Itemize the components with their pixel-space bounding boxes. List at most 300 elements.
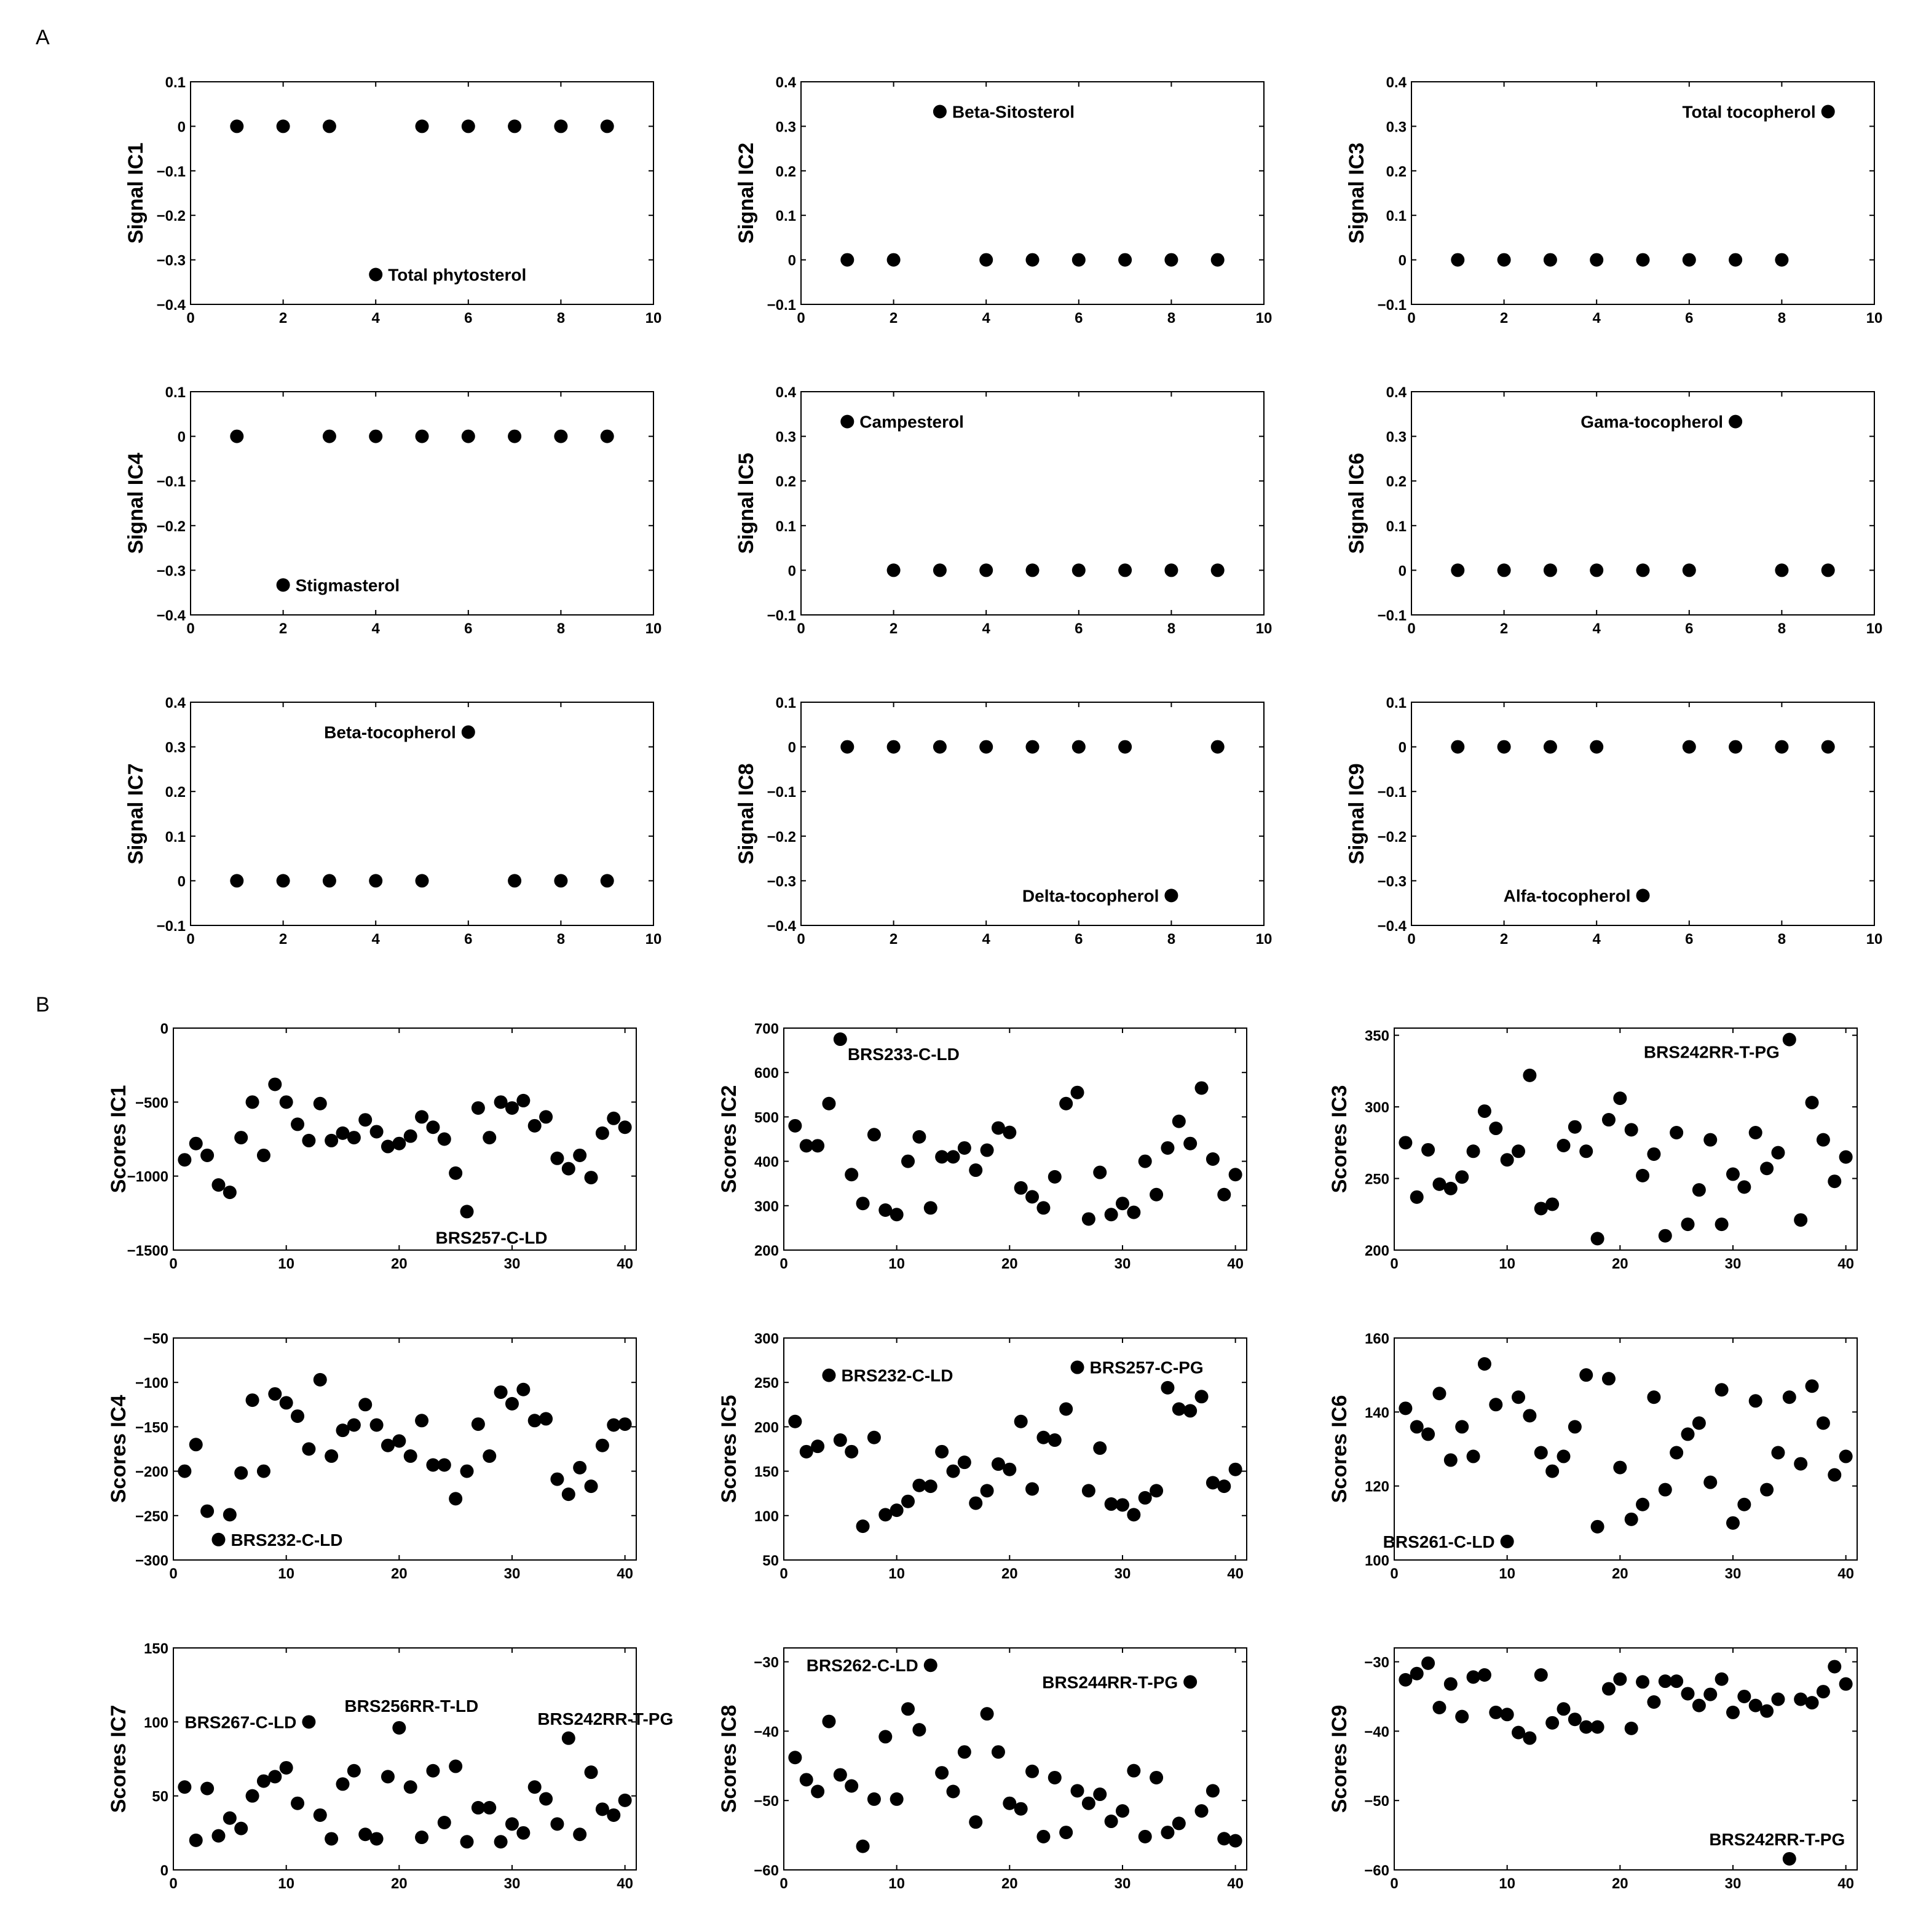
data-point: [933, 563, 947, 577]
data-point: [1557, 1139, 1570, 1152]
data-point: [1683, 740, 1696, 754]
y-tick-label: −0.2: [1377, 828, 1407, 845]
data-point: [1467, 1670, 1480, 1684]
y-tick-label: 140: [1364, 1404, 1389, 1422]
data-point: [277, 874, 290, 887]
y-tick-label: 0.4: [165, 695, 186, 711]
x-tick-label: 0: [797, 620, 805, 637]
data-point: [280, 1761, 293, 1775]
x-tick-label: 6: [1685, 931, 1694, 948]
data-point: [1806, 1379, 1819, 1393]
y-tick-label: 0.2: [775, 473, 796, 491]
x-tick-label: 10: [278, 1566, 295, 1582]
data-point: [1399, 1401, 1412, 1415]
data-point: [867, 1128, 881, 1141]
data-point: [302, 1134, 315, 1147]
x-tick-label: 10: [888, 1566, 906, 1582]
data-point: [1613, 1461, 1627, 1475]
data-point: [1726, 1516, 1740, 1530]
data-point: [890, 1208, 904, 1221]
data-point: [1579, 1368, 1593, 1382]
data-point: [200, 1149, 214, 1162]
data-point: [230, 430, 243, 443]
data-point: [1512, 1144, 1525, 1158]
data-point: [924, 1658, 937, 1672]
data-point: [416, 430, 429, 443]
panel-a3: [1345, 74, 1882, 327]
section-label-b: B: [36, 993, 50, 1016]
data-point: [1183, 1137, 1197, 1150]
y-axis-label: Signal IC3: [1345, 142, 1368, 244]
x-tick-label: 4: [982, 620, 990, 637]
y-tick-label: 0.1: [775, 208, 796, 225]
data-point: [1670, 1674, 1683, 1688]
y-tick-label: 160: [1364, 1331, 1389, 1347]
data-point: [268, 1387, 282, 1401]
data-point: [200, 1505, 214, 1518]
data-point: [1048, 1433, 1062, 1447]
data-point: [1444, 1454, 1458, 1467]
x-tick-label: 4: [371, 620, 380, 637]
y-tick-label: 0.3: [775, 119, 796, 136]
panel-b4: [107, 1331, 636, 1582]
data-point: [462, 726, 475, 739]
y-tick-label: 50: [762, 1553, 779, 1569]
x-tick-label: 30: [503, 1256, 521, 1272]
data-point: [1195, 1390, 1209, 1403]
data-point: [1501, 1153, 1514, 1166]
data-point: [528, 1780, 542, 1794]
x-tick-label: 10: [1866, 310, 1883, 327]
data-point: [1775, 253, 1788, 267]
x-tick-label: 2: [889, 310, 898, 327]
x-tick-label: 20: [1611, 1566, 1628, 1582]
data-point: [1579, 1144, 1593, 1158]
data-point: [1681, 1687, 1695, 1700]
point-annotation: BRS257-C-PG: [1089, 1358, 1204, 1377]
y-tick-label: 200: [754, 1419, 779, 1436]
y-tick-label: 300: [754, 1331, 779, 1347]
point-annotation: BRS232-C-LD: [231, 1530, 343, 1550]
point-annotation: BRS242RR-T-PG: [1643, 1042, 1780, 1062]
x-tick-label: 10: [278, 1256, 295, 1272]
data-point: [1451, 253, 1464, 267]
data-point: [1591, 1520, 1604, 1534]
data-point: [347, 1131, 361, 1144]
data-point: [1059, 1826, 1073, 1839]
y-tick-label: −50: [143, 1331, 168, 1347]
data-point: [483, 1449, 496, 1463]
data-point: [358, 1113, 372, 1126]
data-point: [1590, 563, 1603, 577]
data-point: [1399, 1136, 1412, 1149]
x-tick-label: 10: [888, 1256, 906, 1272]
y-tick-label: 0: [1398, 252, 1407, 269]
x-tick-label: 20: [1611, 1256, 1628, 1272]
data-point: [347, 1419, 361, 1432]
y-tick-label: −0.1: [767, 297, 796, 314]
data-point: [1703, 1476, 1717, 1489]
data-point: [1715, 1383, 1729, 1396]
data-point: [1183, 1404, 1197, 1417]
data-point: [539, 1412, 553, 1425]
data-point: [1150, 1771, 1163, 1784]
data-point: [1036, 1201, 1050, 1214]
data-point: [508, 874, 521, 887]
point-annotation: BRS233-C-LD: [847, 1045, 960, 1064]
data-point: [1093, 1166, 1107, 1179]
data-point: [404, 1780, 417, 1794]
y-axis-label: Scores IC7: [107, 1704, 130, 1813]
x-tick-label: 2: [1499, 310, 1509, 327]
data-point: [358, 1398, 372, 1411]
data-point: [1025, 1190, 1039, 1203]
data-point: [280, 1396, 293, 1409]
data-point: [1195, 1804, 1209, 1818]
x-tick-label: 2: [889, 931, 898, 948]
data-point: [462, 119, 475, 133]
y-tick-label: 50: [152, 1788, 168, 1805]
data-point: [1568, 1420, 1582, 1433]
data-point: [1591, 1232, 1604, 1245]
data-point: [887, 740, 901, 754]
data-point: [1737, 1498, 1751, 1511]
y-tick-label: −0.3: [767, 873, 796, 890]
data-point: [946, 1465, 960, 1478]
data-point: [924, 1201, 937, 1214]
y-tick-label: 0: [787, 563, 796, 580]
data-point: [840, 253, 854, 267]
data-point: [1828, 1660, 1841, 1673]
data-point: [505, 1397, 519, 1411]
y-tick-label: 0.1: [1386, 695, 1407, 711]
data-point: [370, 1419, 384, 1432]
y-tick-label: 0: [1398, 563, 1407, 580]
data-point: [607, 1112, 620, 1125]
x-tick-label: 4: [982, 310, 990, 327]
point-annotation: Delta-tocopherol: [1022, 886, 1159, 906]
data-point: [1703, 1688, 1717, 1701]
data-point: [935, 1445, 949, 1459]
y-tick-label: −500: [135, 1095, 168, 1112]
data-point: [200, 1782, 214, 1795]
y-axis-label: Signal IC8: [735, 763, 758, 865]
data-point: [1059, 1097, 1073, 1111]
data-point: [302, 1715, 315, 1728]
x-tick-label: 30: [1724, 1256, 1742, 1272]
data-point: [1455, 1420, 1469, 1433]
panel-a8: [735, 695, 1272, 948]
data-point: [1139, 1830, 1152, 1843]
data-point: [607, 1808, 620, 1822]
y-tick-label: 0: [160, 1021, 168, 1037]
data-point: [969, 1163, 982, 1177]
data-point: [1534, 1446, 1548, 1460]
data-point: [211, 1178, 225, 1192]
x-tick-label: 6: [1075, 620, 1083, 637]
data-point: [1636, 253, 1650, 267]
x-tick-label: 10: [1255, 310, 1273, 327]
data-point: [1478, 1668, 1491, 1682]
data-point: [280, 1095, 293, 1109]
y-axis-label: Scores IC9: [1328, 1704, 1351, 1813]
data-point: [1150, 1484, 1163, 1497]
data-point: [834, 1032, 847, 1046]
x-tick-label: 4: [371, 310, 380, 327]
x-tick-label: 8: [1777, 310, 1786, 327]
x-tick-label: 8: [1167, 931, 1176, 948]
data-point: [1105, 1208, 1118, 1221]
data-point: [585, 1171, 598, 1184]
plot-frame: [1394, 1028, 1857, 1250]
x-tick-label: 6: [464, 620, 473, 637]
data-point: [1683, 253, 1696, 267]
data-point: [1172, 1115, 1186, 1128]
data-point: [1116, 1804, 1129, 1818]
data-point: [562, 1732, 575, 1745]
data-point: [1783, 1852, 1796, 1866]
data-point: [901, 1702, 915, 1716]
data-point: [1451, 740, 1464, 754]
data-point: [618, 1120, 632, 1134]
data-point: [234, 1822, 248, 1835]
data-point: [1821, 740, 1835, 754]
x-tick-label: 8: [1167, 620, 1176, 637]
data-point: [1217, 1188, 1231, 1202]
data-point: [1523, 1732, 1536, 1745]
data-point: [946, 1785, 960, 1799]
y-tick-label: −0.1: [767, 608, 796, 624]
point-annotation: Beta-tocopherol: [324, 723, 456, 742]
data-point: [1737, 1181, 1751, 1194]
data-point: [1026, 740, 1040, 754]
data-point: [788, 1415, 802, 1428]
data-point: [1118, 740, 1132, 754]
y-tick-label: −50: [1364, 1793, 1389, 1810]
y-tick-label: −0.2: [156, 208, 186, 225]
x-tick-label: 0: [797, 931, 805, 948]
x-tick-label: 0: [1390, 1256, 1399, 1272]
data-point: [392, 1721, 406, 1735]
x-tick-label: 10: [1499, 1566, 1516, 1582]
data-point: [550, 1817, 564, 1831]
data-point: [1164, 253, 1178, 267]
data-point: [867, 1431, 881, 1444]
x-tick-label: 40: [617, 1256, 633, 1272]
data-point: [1591, 1720, 1604, 1734]
point-annotation: BRS257-C-LD: [435, 1228, 548, 1248]
data-point: [1647, 1390, 1660, 1404]
x-tick-label: 40: [1837, 1256, 1854, 1272]
x-tick-label: 10: [1866, 931, 1883, 948]
data-point: [1625, 1123, 1638, 1136]
data-point: [438, 1816, 451, 1829]
plot-frame: [191, 392, 653, 615]
data-point: [505, 1101, 519, 1115]
data-point: [992, 1745, 1005, 1759]
data-point: [1082, 1484, 1095, 1497]
data-point: [1410, 1667, 1424, 1681]
x-tick-label: 0: [169, 1875, 178, 1892]
y-tick-label: 0.4: [775, 74, 796, 91]
panel-b7: [107, 1641, 673, 1892]
data-point: [912, 1723, 926, 1736]
data-point: [1072, 563, 1086, 577]
data-point: [1681, 1427, 1695, 1441]
data-point: [1164, 563, 1178, 577]
data-point: [1026, 563, 1040, 577]
y-tick-label: 0: [177, 873, 186, 890]
x-tick-label: 10: [1499, 1875, 1516, 1892]
y-tick-label: 0.1: [1386, 518, 1407, 535]
data-point: [314, 1808, 327, 1822]
data-point: [867, 1792, 881, 1806]
data-point: [822, 1369, 835, 1382]
data-point: [573, 1827, 586, 1841]
data-point: [834, 1768, 847, 1781]
x-tick-label: 10: [1255, 620, 1273, 637]
data-point: [1161, 1381, 1174, 1395]
data-point: [958, 1745, 971, 1759]
y-tick-label: −0.2: [767, 828, 796, 845]
data-point: [1544, 740, 1557, 754]
data-point: [1636, 1498, 1649, 1511]
data-point: [935, 1766, 949, 1780]
data-point: [788, 1751, 802, 1764]
data-point: [230, 119, 243, 133]
data-point: [1839, 1450, 1853, 1463]
data-point: [1036, 1830, 1050, 1843]
data-point: [822, 1715, 835, 1728]
data-point: [426, 1764, 440, 1778]
point-annotation: BRS261-C-LD: [1383, 1532, 1495, 1551]
data-point: [1498, 740, 1511, 754]
x-tick-label: 40: [1227, 1256, 1244, 1272]
data-point: [1613, 1091, 1627, 1105]
data-point: [1432, 1387, 1446, 1400]
data-point: [1729, 740, 1742, 754]
x-tick-label: 10: [278, 1875, 295, 1892]
data-point: [1116, 1498, 1129, 1511]
y-tick-label: 0.3: [1386, 429, 1407, 446]
y-tick-label: 0.2: [165, 784, 186, 801]
data-point: [291, 1797, 304, 1810]
data-point: [933, 105, 947, 119]
data-point: [1082, 1212, 1095, 1225]
data-point: [1127, 1764, 1140, 1778]
data-point: [1014, 1415, 1028, 1428]
x-tick-label: 2: [278, 931, 288, 948]
data-point: [1105, 1815, 1118, 1828]
y-axis-label: Signal IC4: [124, 453, 148, 554]
data-point: [1071, 1784, 1084, 1797]
y-tick-label: 400: [754, 1154, 779, 1171]
data-point: [901, 1155, 915, 1168]
x-tick-label: 10: [645, 931, 662, 948]
data-point: [890, 1503, 904, 1517]
x-tick-label: 30: [1114, 1875, 1131, 1892]
data-point: [1512, 1390, 1525, 1404]
point-annotation: BRS267-C-LD: [184, 1712, 297, 1732]
data-point: [601, 119, 614, 133]
data-point: [933, 740, 947, 754]
y-tick-label: 0.2: [1386, 163, 1407, 180]
data-point: [1821, 105, 1835, 119]
data-point: [1692, 1416, 1706, 1430]
data-point: [1602, 1682, 1616, 1696]
y-tick-label: 0.1: [775, 695, 796, 711]
panel-b8: [717, 1648, 1247, 1892]
y-tick-label: 100: [1364, 1553, 1389, 1569]
data-point: [1715, 1673, 1729, 1686]
data-point: [554, 874, 567, 887]
data-point: [1659, 1483, 1672, 1497]
data-point: [325, 1449, 338, 1463]
data-point: [246, 1393, 259, 1407]
data-point: [1681, 1217, 1695, 1231]
data-point: [822, 1097, 835, 1111]
point-annotation: BRS232-C-LD: [841, 1366, 953, 1385]
panel-a6: [1345, 384, 1882, 637]
point-annotation: Beta-Sitosterol: [952, 102, 1075, 122]
data-point: [1557, 1450, 1570, 1463]
y-axis-label: Scores IC4: [107, 1395, 130, 1503]
data-point: [1444, 1677, 1458, 1691]
data-point: [505, 1817, 519, 1831]
panel-b1: [107, 1021, 636, 1272]
data-point: [1161, 1826, 1174, 1839]
data-point: [845, 1445, 858, 1459]
data-point: [1760, 1162, 1774, 1175]
y-tick-label: 0.1: [165, 384, 186, 401]
x-tick-label: 2: [1499, 620, 1509, 637]
data-point: [211, 1533, 225, 1546]
x-tick-label: 30: [1724, 1566, 1742, 1582]
data-point: [554, 430, 567, 443]
x-tick-label: 4: [1592, 931, 1601, 948]
data-point: [596, 1439, 609, 1452]
x-tick-label: 4: [982, 931, 990, 948]
y-tick-label: −60: [1364, 1863, 1389, 1879]
data-point: [257, 1465, 270, 1478]
data-point: [1544, 253, 1557, 267]
x-tick-label: 8: [556, 620, 566, 637]
data-point: [404, 1449, 417, 1463]
data-point: [460, 1205, 474, 1218]
data-point: [1451, 563, 1464, 577]
data-point: [1683, 563, 1696, 577]
x-tick-label: 6: [1075, 310, 1083, 327]
x-tick-label: 40: [1227, 1566, 1244, 1582]
data-point: [979, 253, 993, 267]
x-tick-label: 40: [617, 1566, 633, 1582]
data-point: [1014, 1802, 1028, 1816]
point-annotation: Total phytosterol: [388, 265, 527, 285]
data-point: [189, 1137, 203, 1150]
data-point: [1229, 1834, 1242, 1848]
data-point: [1729, 253, 1742, 267]
y-tick-label: −0.1: [156, 473, 186, 491]
data-point: [958, 1141, 971, 1155]
x-tick-label: 6: [464, 931, 473, 948]
data-point: [268, 1770, 282, 1783]
data-point: [562, 1487, 575, 1501]
y-tick-label: 300: [754, 1198, 779, 1215]
data-point: [1828, 1468, 1841, 1482]
x-tick-label: 0: [186, 620, 195, 637]
data-point: [1737, 1690, 1751, 1703]
data-point: [1467, 1450, 1480, 1463]
